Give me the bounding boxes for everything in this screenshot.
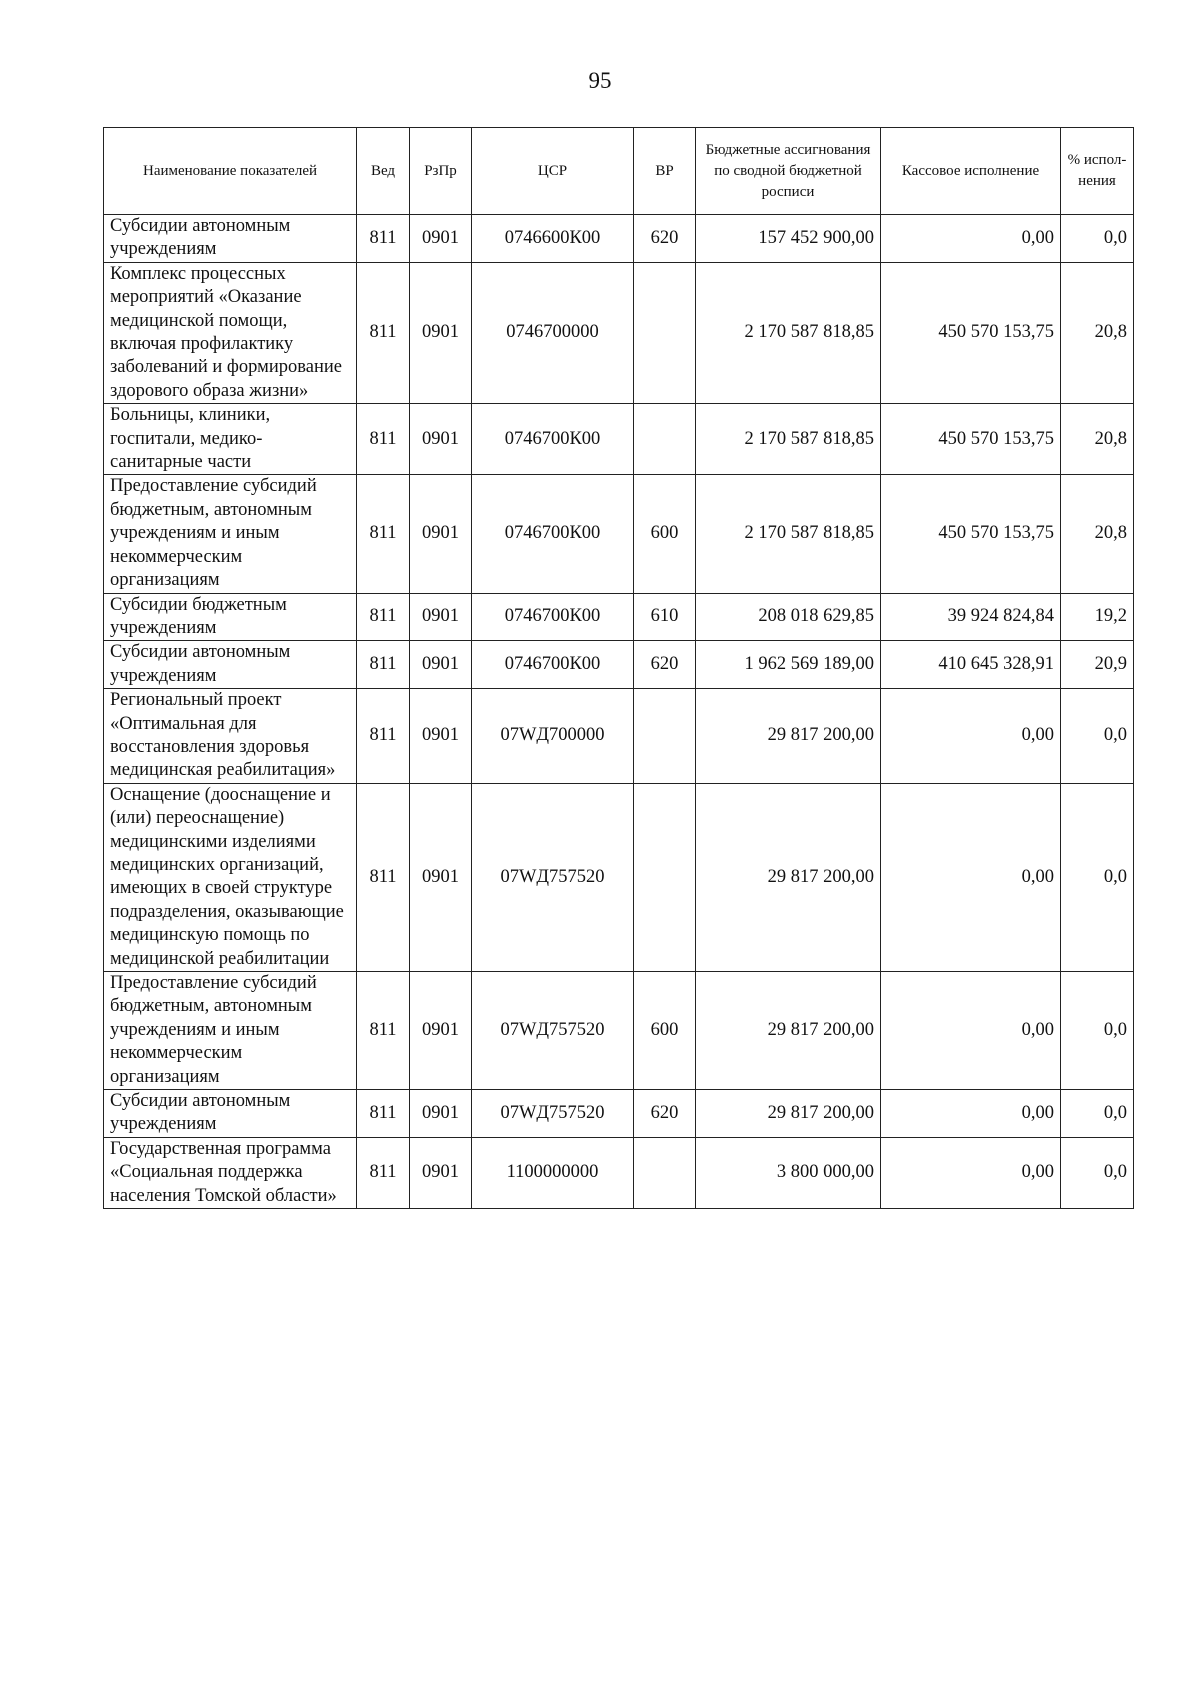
cell-vr — [634, 1137, 696, 1208]
cell-csr: 1100000000 — [472, 1137, 634, 1208]
budget-execution-table — [103, 127, 1134, 1209]
cell-cash: 0,00 — [881, 783, 1061, 971]
cell-budget: 2 170 587 818,85 — [696, 404, 881, 475]
cell-cash: 0,00 — [881, 1137, 1061, 1208]
cell-csr: 0746700000 — [472, 262, 634, 403]
cell-name: Субсидии автономным учреждениям — [104, 1090, 357, 1138]
cell-rzpr: 0901 — [410, 1137, 472, 1208]
cell-cash: 410 645 328,91 — [881, 641, 1061, 689]
cell-budget: 2 170 587 818,85 — [696, 262, 881, 403]
cell-percent: 19,2 — [1061, 593, 1134, 641]
cell-csr: 07WД757520 — [472, 1090, 634, 1138]
cell-cash: 0,00 — [881, 1090, 1061, 1138]
cell-percent: 0,0 — [1061, 689, 1134, 784]
header-vr: ВР — [634, 128, 696, 215]
header-percent: % испол-нения — [1061, 128, 1134, 215]
cell-vr: 620 — [634, 1090, 696, 1138]
cell-rzpr: 0901 — [410, 689, 472, 784]
cell-rzpr: 0901 — [410, 1090, 472, 1138]
cell-cash: 0,00 — [881, 215, 1061, 263]
cell-csr: 0746700К00 — [472, 641, 634, 689]
table-row — [104, 215, 1134, 263]
cell-vr — [634, 404, 696, 475]
cell-csr: 0746700К00 — [472, 475, 634, 593]
cell-cash: 450 570 153,75 — [881, 262, 1061, 403]
header-name: Наименование показателей — [104, 128, 357, 215]
cell-ved: 811 — [357, 593, 410, 641]
cell-csr: 0746600К00 — [472, 215, 634, 263]
cell-cash: 0,00 — [881, 689, 1061, 784]
cell-percent: 20,8 — [1061, 262, 1134, 403]
cell-rzpr: 0901 — [410, 475, 472, 593]
cell-rzpr: 0901 — [410, 215, 472, 263]
cell-cash: 450 570 153,75 — [881, 404, 1061, 475]
cell-budget: 2 170 587 818,85 — [696, 475, 881, 593]
cell-ved: 811 — [357, 404, 410, 475]
table-row — [104, 475, 1134, 593]
cell-budget: 29 817 200,00 — [696, 972, 881, 1090]
header-ved: Вед — [357, 128, 410, 215]
cell-name: Предоставление субсидий бюджетным, автономным учреждениям и иным некоммерческим организациям — [104, 475, 357, 593]
cell-percent: 20,8 — [1061, 404, 1134, 475]
table-row — [104, 1090, 1134, 1138]
cell-cash: 450 570 153,75 — [881, 475, 1061, 593]
table-row — [104, 689, 1134, 784]
table-row — [104, 593, 1134, 641]
cell-name: Предоставление субсидий бюджетным, автономным учреждениям и иным некоммерческим организациям — [104, 972, 357, 1090]
cell-percent: 20,8 — [1061, 475, 1134, 593]
cell-percent: 0,0 — [1061, 783, 1134, 971]
cell-ved: 811 — [357, 641, 410, 689]
cell-vr — [634, 262, 696, 403]
cell-vr: 600 — [634, 972, 696, 1090]
cell-ved: 811 — [357, 1090, 410, 1138]
header-budget: Бюджетные ассигнования по сводной бюджетной росписи — [696, 128, 881, 215]
cell-csr: 0746700К00 — [472, 404, 634, 475]
cell-ved: 811 — [357, 262, 410, 403]
cell-budget: 29 817 200,00 — [696, 783, 881, 971]
cell-vr: 610 — [634, 593, 696, 641]
cell-name: Субсидии бюджетным учреждениям — [104, 593, 357, 641]
cell-name: Региональный проект «Оптимальная для восстановления здоровья медицинская реабилитация» — [104, 689, 357, 784]
cell-ved: 811 — [357, 689, 410, 784]
cell-name: Субсидии автономным учреждениям — [104, 641, 357, 689]
cell-ved: 811 — [357, 972, 410, 1090]
cell-vr: 600 — [634, 475, 696, 593]
table-row — [104, 1137, 1134, 1208]
cell-name: Комплекс процессных мероприятий «Оказание медицинской помощи, включая профилактику заболеваний и формирование здорового образа жизни» — [104, 262, 357, 403]
table-row — [104, 641, 1134, 689]
cell-vr — [634, 783, 696, 971]
cell-rzpr: 0901 — [410, 404, 472, 475]
cell-ved: 811 — [357, 783, 410, 971]
cell-percent: 0,0 — [1061, 972, 1134, 1090]
cell-budget: 157 452 900,00 — [696, 215, 881, 263]
table-header-row — [104, 128, 1134, 215]
cell-name: Оснащение (дооснащение и (или) переоснащение) медицинскими изделиями медицинских организаций, имеющих в своей структуре подразделения, оказывающие медицинскую помощь по медицинской реабилитации — [104, 783, 357, 971]
cell-csr: 07WД757520 — [472, 972, 634, 1090]
cell-csr: 07WД700000 — [472, 689, 634, 784]
table-row — [104, 404, 1134, 475]
cell-ved: 811 — [357, 215, 410, 263]
cell-ved: 811 — [357, 475, 410, 593]
cell-percent: 0,0 — [1061, 1137, 1134, 1208]
cell-budget: 29 817 200,00 — [696, 1090, 881, 1138]
cell-name: Государственная программа «Социальная поддержка населения Томской области» — [104, 1137, 357, 1208]
cell-rzpr: 0901 — [410, 593, 472, 641]
cell-csr: 07WД757520 — [472, 783, 634, 971]
cell-rzpr: 0901 — [410, 262, 472, 403]
header-csr: ЦСР — [472, 128, 634, 215]
cell-ved: 811 — [357, 1137, 410, 1208]
cell-budget: 208 018 629,85 — [696, 593, 881, 641]
cell-budget: 29 817 200,00 — [696, 689, 881, 784]
table-row — [104, 972, 1134, 1090]
cell-rzpr: 0901 — [410, 972, 472, 1090]
cell-rzpr: 0901 — [410, 783, 472, 971]
cell-rzpr: 0901 — [410, 641, 472, 689]
header-rzpr: РзПр — [410, 128, 472, 215]
cell-name: Субсидии автономным учреждениям — [104, 215, 357, 263]
cell-budget: 1 962 569 189,00 — [696, 641, 881, 689]
cell-cash: 0,00 — [881, 972, 1061, 1090]
cell-cash: 39 924 824,84 — [881, 593, 1061, 641]
cell-budget: 3 800 000,00 — [696, 1137, 881, 1208]
cell-percent: 0,0 — [1061, 1090, 1134, 1138]
table-row — [104, 783, 1134, 971]
cell-vr: 620 — [634, 215, 696, 263]
cell-vr: 620 — [634, 641, 696, 689]
cell-name: Больницы, клиники, госпитали, медико-санитарные части — [104, 404, 357, 475]
cell-vr — [634, 689, 696, 784]
cell-percent: 0,0 — [1061, 215, 1134, 263]
cell-csr: 0746700К00 — [472, 593, 634, 641]
header-cash: Кассовое исполнение — [881, 128, 1061, 215]
page-number: 95 — [588, 68, 612, 93]
table-row — [104, 262, 1134, 403]
cell-percent: 20,9 — [1061, 641, 1134, 689]
